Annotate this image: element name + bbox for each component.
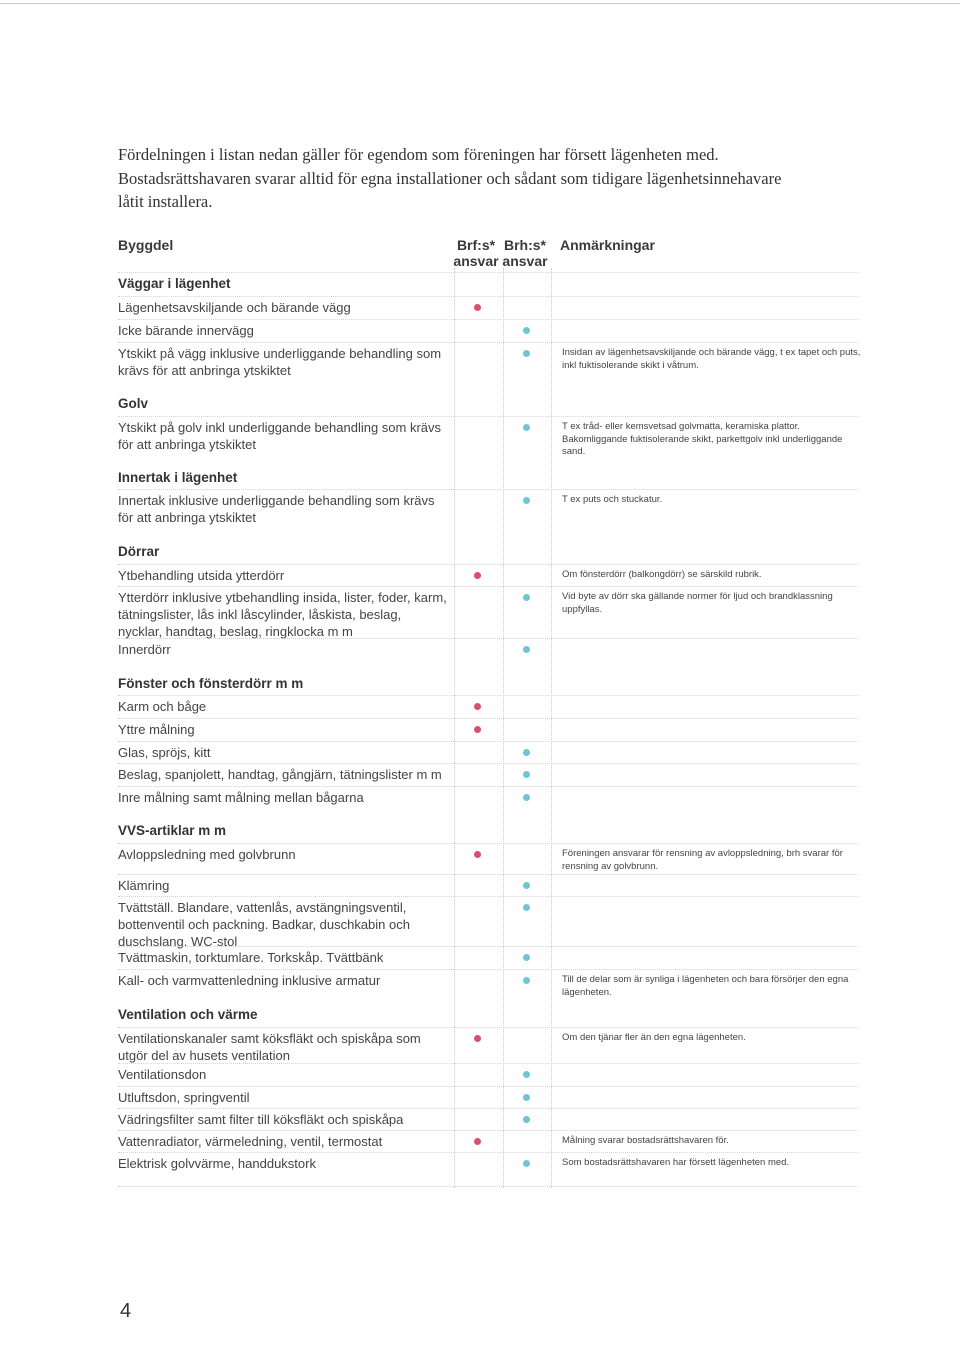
table-row-label: Glas, spröjs, kitt bbox=[118, 745, 211, 760]
row-note: Insidan av lägenhetsavskiljande och bärande vägg, t ex tapet och puts, inkl fuktisolerande skikt i våtrum. bbox=[562, 347, 861, 371]
row-separator bbox=[118, 1063, 858, 1064]
brh-responsibility-dot bbox=[523, 794, 530, 801]
brf-responsibility-dot bbox=[474, 1138, 481, 1145]
row-separator bbox=[118, 946, 858, 947]
table-row-label: Karm och båge bbox=[118, 699, 207, 714]
table-row-label: Vattenradiator, värmeledning, ventil, termostat bbox=[118, 1134, 383, 1149]
col-header-brf bbox=[448, 237, 504, 269]
table-row-label: Lägenhetsavskiljande och bärande vägg bbox=[118, 300, 351, 315]
row-separator bbox=[118, 843, 858, 844]
row-note: Målning svarar bostadsrättshavaren för. bbox=[562, 1135, 729, 1146]
row-separator bbox=[118, 1108, 858, 1109]
row-note: Om den tjänar fler än den egna lägenheten. bbox=[562, 1032, 746, 1043]
table-row-label: Icke bärande innervägg bbox=[118, 323, 254, 338]
brh-responsibility-dot bbox=[523, 954, 530, 961]
row-note: Till de delar som är synliga i lägenheten och bara försörjer den egna lägenheten. bbox=[562, 974, 849, 998]
section-title: Väggar i lägenhet bbox=[118, 276, 231, 291]
brh-responsibility-dot bbox=[523, 977, 530, 984]
brf-responsibility-dot bbox=[474, 851, 481, 858]
brh-responsibility-dot bbox=[523, 1094, 530, 1101]
row-separator bbox=[118, 718, 858, 719]
table-row-label: Beslag, spanjolett, handtag, gångjärn, tätningslister m m bbox=[118, 767, 442, 782]
col-header-anmarkningar: Anmärkningar bbox=[560, 237, 655, 253]
table-row-label: Yttre målning bbox=[118, 722, 195, 737]
row-separator bbox=[118, 1027, 858, 1028]
table-row-label: Klämring bbox=[118, 878, 170, 893]
brf-responsibility-dot bbox=[474, 726, 481, 733]
row-separator bbox=[118, 1130, 858, 1131]
row-note: T ex tråd- eller kemsvetsad golvmatta, keramiska plattor. Bakomliggande fuktisolerande skikt, parkettgolv inkl underliggande sand. bbox=[562, 421, 843, 457]
table-row-label: Ventilationskanaler samt köksfläkt och spiskåpa som utgör del av husets ventilation bbox=[118, 1031, 421, 1063]
row-separator bbox=[118, 319, 858, 320]
col-header-byggdel: Byggdel bbox=[118, 237, 174, 253]
table-bottom-rule bbox=[118, 1186, 858, 1187]
row-separator bbox=[118, 695, 858, 696]
row-separator bbox=[118, 896, 858, 897]
table-row-label: Ytbehandling utsida ytterdörr bbox=[118, 568, 285, 583]
table-row-label: Inre målning samt målning mellan bågarna bbox=[118, 790, 364, 805]
brh-responsibility-dot bbox=[523, 424, 530, 431]
brh-responsibility-dot bbox=[523, 1160, 530, 1167]
row-separator bbox=[118, 763, 858, 764]
brh-responsibility-dot bbox=[523, 350, 530, 357]
table-row-label: Innertak inklusive underliggande behandling som krävs för att anbringa ytskiktet bbox=[118, 493, 435, 525]
row-separator bbox=[118, 874, 858, 875]
column-divider bbox=[503, 268, 504, 1188]
row-separator bbox=[118, 342, 858, 343]
page-top-rule bbox=[0, 3, 960, 4]
section-title: Ventilation och värme bbox=[118, 1007, 258, 1022]
section-title: Fönster och fönsterdörr m m bbox=[118, 676, 304, 691]
table-row-label: Ytskikt på golv inkl underliggande behandling som krävs för att anbringa ytskiktet bbox=[118, 420, 442, 452]
table-row-label: Tvättmaskin, torktumlare. Torkskåp. Tvättbänk bbox=[118, 950, 384, 965]
page-number: 4 bbox=[120, 1300, 132, 1322]
brh-responsibility-dot bbox=[523, 749, 530, 756]
row-note: Vid byte av dörr ska gällande normer för ljud och brandklassning uppfyllas. bbox=[562, 591, 833, 615]
row-separator bbox=[118, 489, 858, 490]
section-title: Innertak i lägenhet bbox=[118, 470, 238, 485]
header-rule bbox=[118, 272, 858, 273]
table-row-label: Avloppsledning med golvbrunn bbox=[118, 847, 296, 862]
brh-responsibility-dot bbox=[523, 497, 530, 504]
intro-text bbox=[118, 143, 878, 214]
column-divider bbox=[454, 268, 455, 1188]
col-header-brf-line1: Brf:s* bbox=[456, 237, 496, 253]
brf-responsibility-dot bbox=[474, 572, 481, 579]
brh-responsibility-dot bbox=[523, 646, 530, 653]
col-header-brh-line2: ansvar bbox=[502, 253, 548, 269]
row-separator bbox=[118, 416, 858, 417]
brf-responsibility-dot bbox=[474, 304, 481, 311]
section-title: VVS-artiklar m m bbox=[118, 823, 227, 838]
brh-responsibility-dot bbox=[523, 1116, 530, 1123]
brh-responsibility-dot bbox=[523, 1071, 530, 1078]
brh-responsibility-dot bbox=[523, 882, 530, 889]
brf-responsibility-dot bbox=[474, 1035, 481, 1042]
table-row-label: Vädringsfilter samt filter till köksfläkt och spiskåpa bbox=[118, 1112, 404, 1127]
row-separator bbox=[118, 564, 858, 565]
table-row-label: Ytterdörr inklusive ytbehandling insida, lister, foder, karm, tätningslister, lås inkl låscylinder, låskista, beslag, nycklar, handtag, beslag, ringklocka m m bbox=[118, 590, 447, 639]
row-separator bbox=[118, 786, 858, 787]
section-title: Golv bbox=[118, 396, 149, 411]
row-separator bbox=[118, 741, 858, 742]
row-note: T ex puts och stuckatur. bbox=[562, 494, 663, 505]
brh-responsibility-dot bbox=[523, 771, 530, 778]
table-row-label: Ventilationsdon bbox=[118, 1067, 207, 1082]
row-note: Om fönsterdörr (balkongdörr) se särskild rubrik. bbox=[562, 569, 762, 580]
row-separator bbox=[118, 1152, 858, 1153]
intro-line: låtit installera. bbox=[118, 192, 213, 211]
brh-responsibility-dot bbox=[523, 594, 530, 601]
brh-responsibility-dot bbox=[523, 904, 530, 911]
row-separator bbox=[118, 586, 858, 587]
column-divider bbox=[551, 268, 552, 1188]
intro-line: Bostadsrättshavaren svarar alltid för egna installationer och sådant som tidigare lägenhetsinnehavare bbox=[118, 168, 782, 188]
table-row-label: Ytskikt på vägg inklusive underliggande behandling som krävs för att anbringa ytskiktet bbox=[118, 346, 442, 378]
row-note: Som bostadsrättshavaren har försett lägenheten med. bbox=[562, 1157, 790, 1168]
row-separator bbox=[118, 638, 858, 639]
col-header-brh bbox=[497, 237, 553, 269]
section-title: Dörrar bbox=[118, 544, 160, 559]
col-header-brh-line1: Brh:s* bbox=[503, 237, 546, 253]
row-separator bbox=[118, 1086, 858, 1087]
table-row-label: Elektrisk golvvärme, handdukstork bbox=[118, 1156, 316, 1171]
table-row-label: Kall- och varmvattenledning inklusive armatur bbox=[118, 973, 381, 988]
intro-line: Fördelningen i listan nedan gäller för egendom som föreningen har försett lägenheten med. bbox=[118, 145, 719, 164]
table-row-label: Utluftsdon, springventil bbox=[118, 1090, 250, 1105]
table-row-label: Innerdörr bbox=[118, 642, 171, 657]
col-header-brf-line2: ansvar bbox=[453, 253, 499, 269]
brf-responsibility-dot bbox=[474, 703, 481, 710]
row-separator bbox=[118, 969, 858, 970]
table-row-label: Tvättställ. Blandare, vattenlås, avstängningsventil, bottenventil och packning. Badkar, duschkabin och duschslang. WC-stol bbox=[118, 900, 410, 949]
row-separator bbox=[118, 296, 858, 297]
row-note: Föreningen ansvarar för rensning av avloppsledning, brh svarar för rensning av golvbrunn. bbox=[562, 848, 843, 872]
brh-responsibility-dot bbox=[523, 327, 530, 334]
